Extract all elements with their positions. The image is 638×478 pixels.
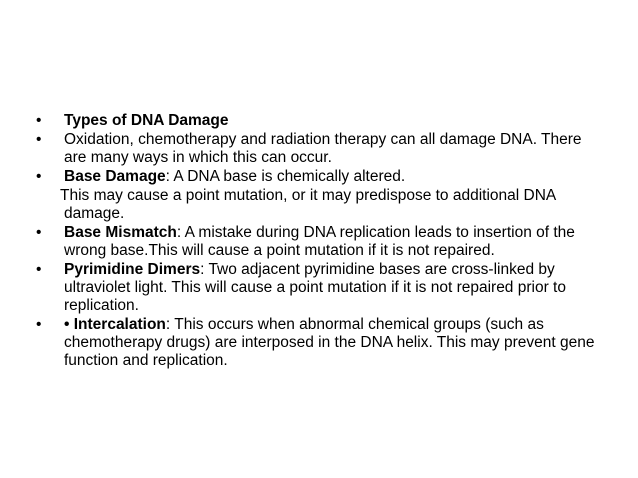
bullet-icon: • <box>36 224 42 241</box>
list-item-intercalation <box>36 316 606 370</box>
item-text: : This occurs when abnormal chemical groups (such as chemotherapy drugs) are interposed in the DNA helix. This may prevent gene function and replication. <box>64 316 595 369</box>
item-heading: Types of DNA Damage <box>64 112 229 129</box>
item-heading: Base Damage <box>64 168 166 185</box>
base-damage-continuation: This may cause a point mutation, or it may predispose to additional DNA damage. <box>60 187 556 222</box>
list-item-pyrimidine-dimers <box>36 261 606 315</box>
list-item-base-mismatch <box>36 224 606 260</box>
item-heading: Base Mismatch <box>64 224 177 241</box>
bullet-list <box>36 112 606 371</box>
bullet-icon: • <box>36 168 42 185</box>
bullet-icon: • <box>36 131 42 148</box>
bullet-icon: • <box>36 112 42 129</box>
item-heading: Pyrimidine Dimers <box>64 261 201 278</box>
item-text: : A DNA base is chemically altered. <box>165 168 406 185</box>
item-text: : A mistake during DNA replication leads to insertion of the wrong base.This will cause a point mutation if it is not repaired. <box>64 224 575 259</box>
item-heading: • Intercalation <box>64 316 166 333</box>
bullet-icon: • <box>36 261 42 278</box>
list-item-types-of-dna-damage <box>36 112 606 130</box>
list-item-oxidation <box>36 131 606 167</box>
list-item-base-damage <box>36 168 606 186</box>
bullet-icon: • <box>36 316 42 333</box>
item-text: : Two adjacent pyrimidine bases are cross-linked by ultraviolet light. This will cause a point mutation if it is not repaired prior to replication. <box>64 261 566 314</box>
item-text: Oxidation, chemotherapy and radiation therapy can all damage DNA. There are many ways in which this can occur. <box>64 131 582 166</box>
